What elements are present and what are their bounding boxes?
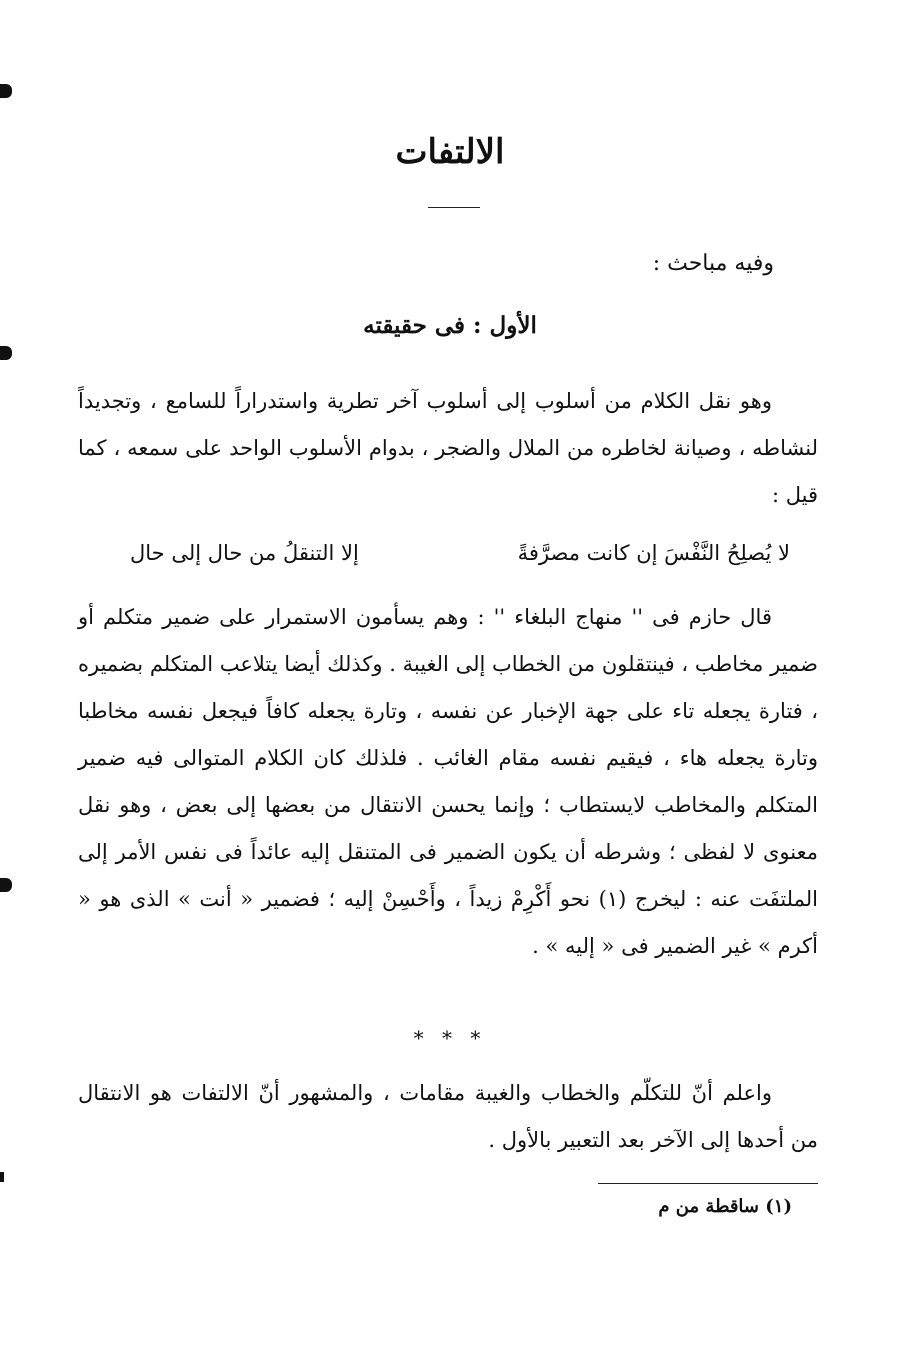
scan-edge-mark: [0, 84, 12, 98]
footnote: (١) ساقطة من م: [658, 1196, 792, 1217]
verse-first-hemistich: لا يُصلِحُ النَّفْسَ إن كانت مصرَّفةً: [517, 541, 790, 565]
scan-edge-mark: [0, 346, 12, 360]
scan-edge-mark: [0, 878, 12, 892]
paragraph-closing: واعلم أنّ للتكلّم والخطاب والغيبة مقامات ، والمشهور أنّ الالتفات هو الانتقال من أحدها إلى الآخر بعد التعبير بالأول .: [78, 1081, 818, 1152]
poetry-verse: [130, 533, 790, 573]
scan-edge-mark: [0, 1172, 4, 1182]
section-heading: الأول : فى حقيقته: [363, 312, 537, 339]
paragraph-hazim-quote: قال حازم فى '' منهاج البلغاء '' : وهم يسأمون الاستمرار على ضمير متكلم أو ضمير مخاطب ، فينتقلون من الخطاب إلى الغيبة . وكذلك أيضا يتلاعب المتكلم بضميره ، فتارة يجعله تاء على جهة الإخبار عن نفسه ، وتارة يجعله كافاً فيجعل نفسه مخاطبا وتارة يجعله هاء ، فيقيم نفسه مقام الغائب . فلذلك كان الكلام المتوالى فيه ضمير المتكلم والمخاطب لايستطاب ؛ وإنما يحسن الانتقال من بعضها إلى بعض ، وهو نقل معنوى لا لفظى ؛ وشرطه أن يكون الضمير فى المتنقل إليه عائداً فى نفس الأمر إلى الملتفَت عنه : ليخرج (١) نحو أَكْرِمْ زيداً ، وأَحْسِنْ إليه ؛ فضمير « أنت » الذى هو « أكرم » غير الضمير فى « إليه » .: [78, 605, 818, 958]
chapter-title: الالتفات: [395, 132, 505, 172]
footnote-divider: [598, 1183, 818, 1184]
verse-second-hemistich: إلا التنقلُ من حال إلى حال: [130, 541, 359, 565]
title-divider: [428, 207, 480, 208]
section-separator: * * *: [413, 1026, 487, 1050]
paragraph-definition: وهو نقل الكلام من أسلوب إلى أسلوب آخر تطرية واستدراراً للسامع ، وتجديداً لنشاطه ، وصيانة لخاطره من الملال والضجر ، بدوام الأسلوب الواحد على سمعه ، كما قيل :: [78, 389, 818, 507]
intro-line: وفيه مباحث :: [652, 251, 774, 276]
